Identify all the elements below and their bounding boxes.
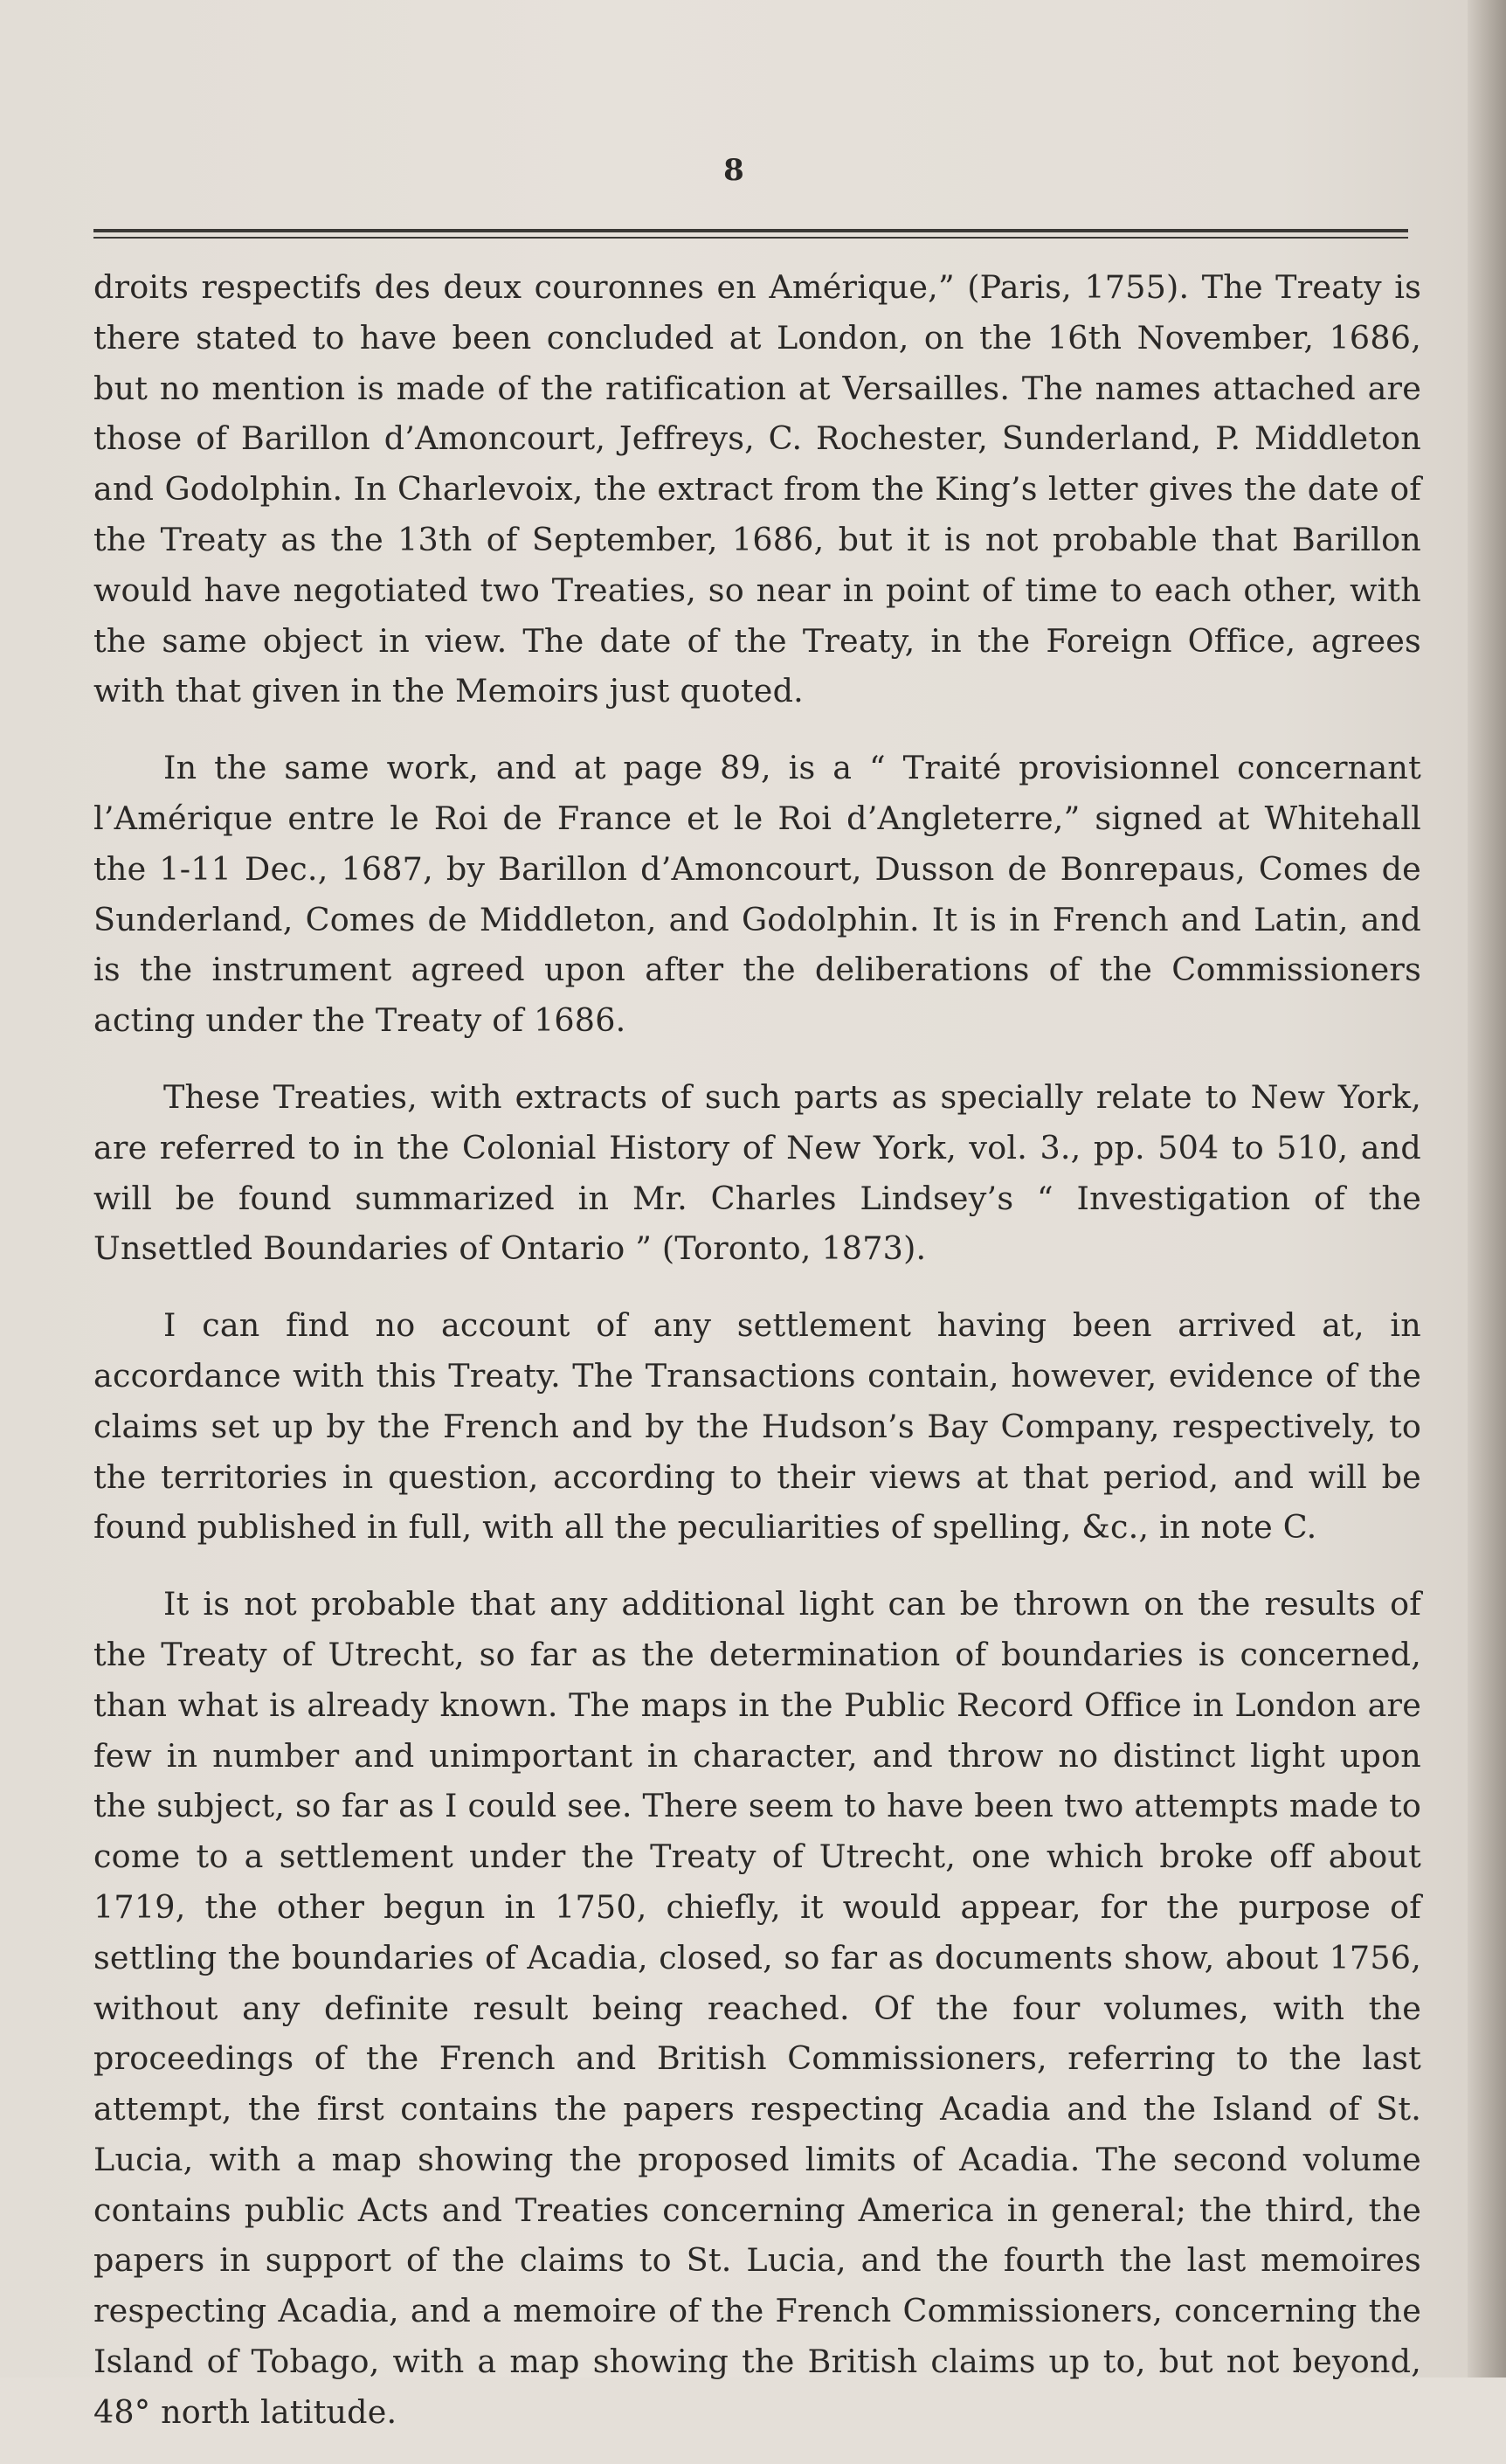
body-text xyxy=(93,262,1421,2464)
header-rule-thick xyxy=(93,229,1408,232)
paragraph-5: It is not probable that any additional light can be thrown on the results of the Treaty of Utrecht, so far as the determination of boundaries is concerned, than what is already known. The maps in the Public Record Office in London are few in number and unimportant in character, and throw no distinct light upon the subject, so far as I could see. There seem to have been two attempts made to come to a settlement under the Treaty of Utrecht, one which broke off about 1719, the other begun in 1750, chiefly, it would appear, for the purpose of settling the boundaries of Acadia, closed, so far as documents show, about 1756, without any definite result being reached. Of the four volumes, with the proceedings of the French and British Commissioners, referring to the last attempt, the first contains the papers respecting Acadia and the Island of St. Lucia, with a map showing the proposed limits of Acadia. The second volume contains public Acts and Treaties concerning America in general; the third, the papers in support of the claims to St. Lucia, and the fourth the last memoires respecting Acadia, and a memoire of the French Commissioners, concerning the Island of Tobago, with a map showing the British claims up to, but not beyond, 48° north latitude. xyxy=(93,1585,1421,2431)
paragraph-2: In the same work, and at page 89, is a “ Traité provisionnel concernant l’Amérique entre le Roi de France et le Roi d’Angleterre,” signed at Whitehall the 1-11 Dec., 1687, by Barillon d’Amoncourt, Dusson de Bonrepaus, Comes de Sunderland, Comes de Middleton, and Godolphin. It is in French and Latin, and is the instrument agreed upon after the deliberations of the Commissioners acting under the Treaty of 1686. xyxy=(93,749,1421,1040)
page-number: 8 xyxy=(723,153,744,188)
header-rule-thin xyxy=(93,237,1408,239)
paragraph-1: droits respectifs des deux couronnes en Amérique,” (Paris, 1755). The Treaty is there stated to have been concluded at London, on the 16th November, 1686, but no mention is made of the ratification at Versailles. The names attached are those of Barillon d’Amoncourt, Jeffreys, C. Rochester, Sunderland, P. Middleton and Godolphin. In Charlevoix, the extract from the King’s letter gives the date of the Treaty as the 13th of September, 1686, but it is not probable that Barillon would have negotiated two Treaties, so near in point of time to each other, with the same object in view. The date of the Treaty, in the Foreign Office, agrees with that given in the Memoirs just quoted. xyxy=(93,268,1421,710)
page-edge-shadow xyxy=(1468,0,1506,2377)
paragraph-3: These Treaties, with extracts of such parts as specially relate to New York, are referred to in the Colonial History of New York, vol. 3., pp. 504 to 510, and will be found summarized in Mr. Charles Lindsey’s “ Investigation of the Unsettled Boundaries of Ontario ” (Toronto, 1873). xyxy=(93,1077,1421,1268)
paragraph-4: I can find no account of any settlement having been arrived at, in accordance with this Treaty. The Transactions contain, however, evidence of the claims set up by the French and by the Hudson’s Bay Company, respectively, to the territories in question, according to their views at that period, and will be found published in full, with all the peculiarities of spelling, &c., in note C. xyxy=(93,1306,1421,1547)
